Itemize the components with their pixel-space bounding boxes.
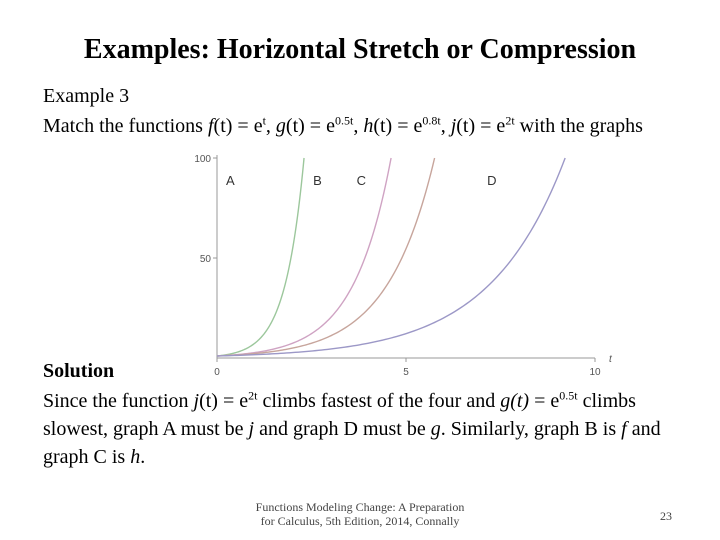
- exponential-chart: [190, 145, 620, 378]
- footer-line-1: Functions Modeling Change: A Preparation: [255, 500, 465, 514]
- x-axis-label: t: [609, 354, 612, 365]
- x-tick-label-5: 5: [403, 367, 409, 378]
- y-tick-label-100: 100: [194, 154, 211, 165]
- series-d-label: D: [487, 173, 497, 188]
- series-b-label: B: [313, 173, 322, 188]
- example-label: Example 3: [43, 85, 130, 107]
- footer-line-2: for Calculus, 5th Edition, 2014, Connally: [260, 514, 460, 528]
- series-a-label: A: [226, 173, 235, 188]
- example-prompt: Match the functions $f(t) = e^t$, $g(t) = e^{0.5t}$, $h(t) = e^{0.8t}$, $j(t) = e^{2t}$ with the graphs: [43, 113, 643, 137]
- series-c-label: C: [356, 173, 366, 188]
- page-number: 23: [660, 509, 672, 523]
- footer-citation: [250, 500, 470, 528]
- slide-title: Examples: Horizontal Stretch or Compression: [83, 34, 637, 65]
- solution-label: Solution: [43, 360, 115, 382]
- solution-text: Since the function $j(t) = e^{2t}$ climbs fastest of the four and $g(t) = e^{0.5t}$ climbs slowest, graph A must be j and graph D must be g. Similarly, graph B is f and graph C is h.: [43, 388, 661, 468]
- x-tick-label-10: 10: [589, 367, 601, 378]
- series-c-line: [217, 158, 435, 356]
- x-tick-label-0: 0: [214, 367, 220, 378]
- y-tick-label-50: 50: [199, 254, 211, 265]
